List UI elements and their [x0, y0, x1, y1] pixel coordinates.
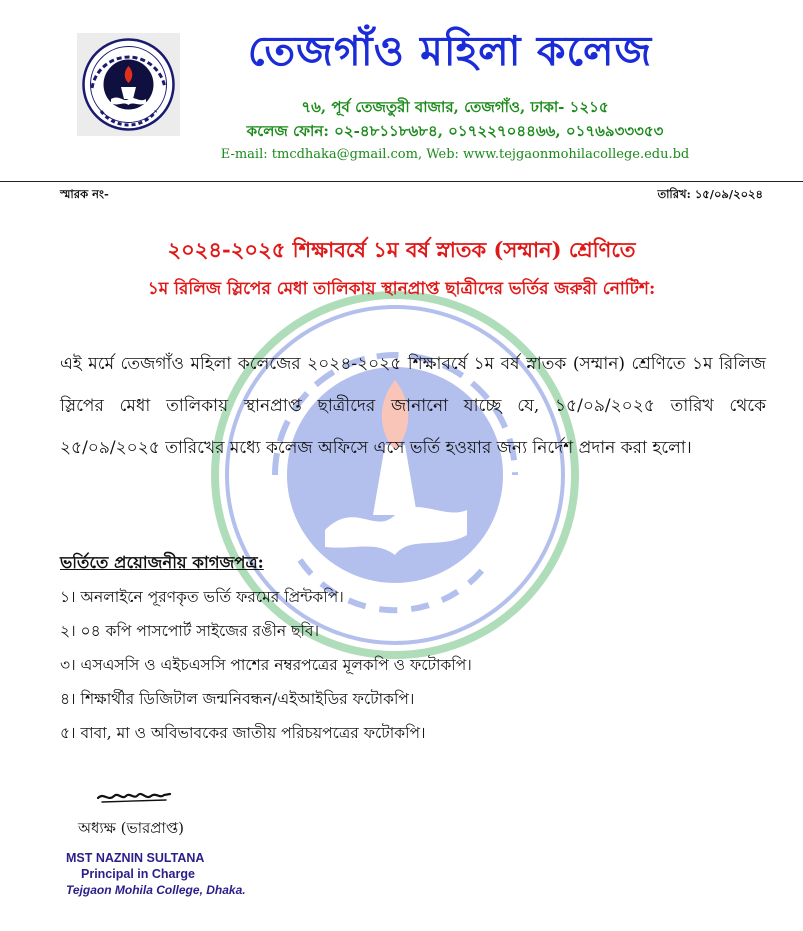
signatory-organization: Tejgaon Mohila College, Dhaka. [66, 883, 246, 897]
notice-body: এই মর্মে তেজগাঁও মহিলা কলেজের ২০২৪-২০২৫ শিক্ষাবর্ষে ১ম বর্ষ স্নাতক (সম্মান) শ্রেণিতে ১ম রিলিজ স্লিপের মেধা তালিকায় স্থানপ্রাপ্ত ছাত্রীদের জানানো যাচ্ছে যে, ১৫/০৯/২০২৫ তারিখ থেকে ২৫/০৯/২০২৫ তারিখের মধ্যে কলেজ অফিসে এসে ভর্তি হওয়ার জন্য নির্দেশ প্রদান করা হলো। [60, 354, 766, 458]
college-email-web: E-mail: tmcdhaka@gmail.com, Web: www.tejgaonmohilacollege.edu.bd [220, 147, 690, 162]
college-name: তেজগাঁও মহিলা কলেজ [247, 27, 653, 75]
signatory-role: Principal in Charge [81, 867, 195, 881]
memo-number: স্মারক নং- [60, 187, 109, 201]
requirements-list [60, 584, 472, 754]
requirement-item: ৪। শিক্ষার্থীর ডিজিটাল জন্মনিবন্ধন/এইআইডির ফটোকপি। [60, 690, 415, 708]
signatory-title: অধ্যক্ষ (ভারপ্রাপ্ত) [78, 819, 185, 837]
notice-title-line1: ২০২৪-২০২৫ শিক্ষাবর্ষে ১ম বর্ষ স্নাতক (সম্মান) শ্রেণিতে [167, 237, 636, 262]
notice-title-line2: ১ম রিলিজ স্লিপের মেধা তালিকায় স্থানপ্রাপ্ত ছাত্রীদের ভর্তির জরুরী নোটিশ: [147, 279, 656, 299]
requirement-item: ২। ০৪ কপি পাসপোর্ট সাইজের রঙীন ছবি। [60, 622, 320, 640]
requirement-item: ৫। বাবা, মা ও অবিভাবকের জাতীয় পরিচয়পত্রের ফটোকপি। [60, 724, 426, 742]
notice-date: তারিখ: ১৫/০৯/২০২৪ [657, 187, 763, 201]
handwritten-signature [96, 782, 172, 808]
college-logo [77, 33, 180, 136]
college-address: ৭৬, পূর্ব তেজতুরী বাজার, তেজগাঁও, ঢাকা- ১২১৫ [301, 98, 609, 116]
requirement-item: ৩। এসএসসি ও এইচএসসি পাশের নম্বরপত্রের মূলকপি ও ফটোকপি। [60, 656, 472, 674]
signatory-name: MST NAZNIN SULTANA [66, 851, 205, 865]
header-divider [0, 181, 803, 182]
requirement-item: ১। অনলাইনে পূরণকৃত ভর্তি ফরমের প্রিন্টকপি। [60, 588, 344, 606]
college-phone: কলেজ ফোন: ০২-৪৮১১৮৬৮৪, ০১৭২২৭০৪৪৬৬, ০১৭৬৯৩৩৩৫৩ [246, 122, 664, 140]
requirements-heading: ভর্তিতে প্রয়োজনীয় কাগজপত্র: [60, 553, 264, 572]
